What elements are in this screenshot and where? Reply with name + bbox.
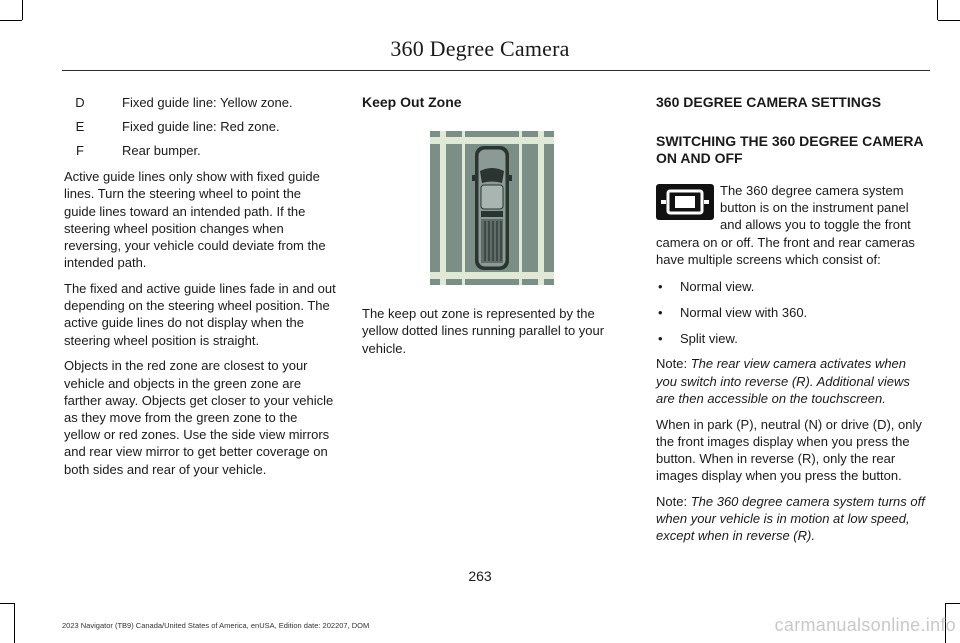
page-title: 360 Degree Camera [390, 36, 570, 61]
list-item-text: Split view. [680, 330, 738, 346]
list-item [656, 278, 928, 295]
intro-paragraph: The 360 degree camera system button is on the instrument panel and allows you to toggle the front camera on or off. The front and rear cameras have multiple screens which consist of: [656, 183, 915, 267]
footer-edition-info: 2023 Navigator (TB9) Canada/United States of America, enUSA, Edition date: 202207, DOM [62, 621, 370, 630]
bullet-marker: • [658, 279, 663, 295]
list-item-text: Normal view with 360. [680, 304, 808, 320]
title-divider [62, 70, 930, 71]
legend-text: Rear bumper. [122, 143, 201, 158]
section-heading-camera-settings: 360 DEGREE CAMERA SETTINGS [656, 94, 882, 110]
note-text: The rear view camera activates when you switch into reverse (R). Additional views are then accessible on the touchscreen. [656, 356, 910, 406]
watermark: carmanualsonline.info [774, 615, 956, 635]
legend-text: Fixed guide line: Red zone. [122, 119, 280, 134]
crop-mark-bottom-left [14, 603, 15, 643]
intro-block [656, 182, 928, 268]
legend-letter: E [75, 119, 85, 134]
list-item-text: Normal view. [680, 279, 755, 295]
crop-mark-top-right [938, 20, 960, 21]
subheading-switching-camera: SWITCHING THE 360 DEGREE CAMERA ON AND OFF [656, 133, 924, 166]
note-paragraph [656, 493, 928, 545]
bullet-marker: • [658, 304, 663, 320]
column-left [64, 94, 336, 486]
crop-mark-top-left [22, 0, 23, 20]
column-middle [362, 94, 628, 365]
legend-letter: F [76, 143, 84, 158]
body-paragraph: Active guide lines only show with fixed guide lines. Turn the steering wheel to point the guide lines toward an intended path. If the steering wheel position changes when reversing, your vehicle could deviate from the intended path. [64, 169, 326, 271]
vehicle-top-view-illustration [430, 131, 554, 285]
list-item [656, 304, 928, 321]
legend-item [64, 118, 336, 135]
page-number: 263 [468, 568, 492, 584]
note-label: Note: [656, 356, 688, 372]
list-item [656, 330, 928, 347]
legend-item [64, 94, 336, 111]
note-text: The 360 degree camera system turns off when your vehicle is in motion at low speed, except when in reverse (R). [656, 494, 925, 544]
crop-mark-bottom-left [0, 603, 14, 604]
column-right [656, 94, 928, 553]
bullet-marker: • [658, 330, 663, 346]
figure-caption: The keep out zone is represented by the yellow dotted lines running parallel to your vehicle. [362, 306, 605, 356]
camera-button-icon [656, 184, 714, 220]
crop-mark-top-right [937, 0, 938, 20]
crop-mark-top-left [0, 20, 22, 21]
body-paragraph: Objects in the red zone are closest to your vehicle and objects in the green zone are farther away. Objects get closer to your vehicle as they move from the green zone to the yellow or red zones. Use the side view mirrors and rear view mirror to get better coverage on both sides and rear of your vehicle. [64, 358, 334, 477]
body-paragraph: The fixed and active guide lines fade in and out depending on the steering wheel position. The active guide lines do not display when the steering wheel position is straight. [64, 281, 336, 348]
keep-out-zone-figure [430, 131, 554, 285]
crop-mark-bottom-right [946, 603, 960, 604]
note-paragraph [656, 355, 928, 407]
legend-item [64, 142, 336, 159]
body-paragraph: When in park (P), neutral (N) or drive (D), only the front images display when you press the button. When in reverse (R), only the rear images display when you press the button. [656, 416, 922, 484]
note-label: Note: [656, 494, 688, 510]
legend-letter: D [75, 95, 85, 110]
section-heading-keep-out-zone: Keep Out Zone [362, 94, 462, 110]
legend-text: Fixed guide line: Yellow zone. [122, 95, 293, 110]
